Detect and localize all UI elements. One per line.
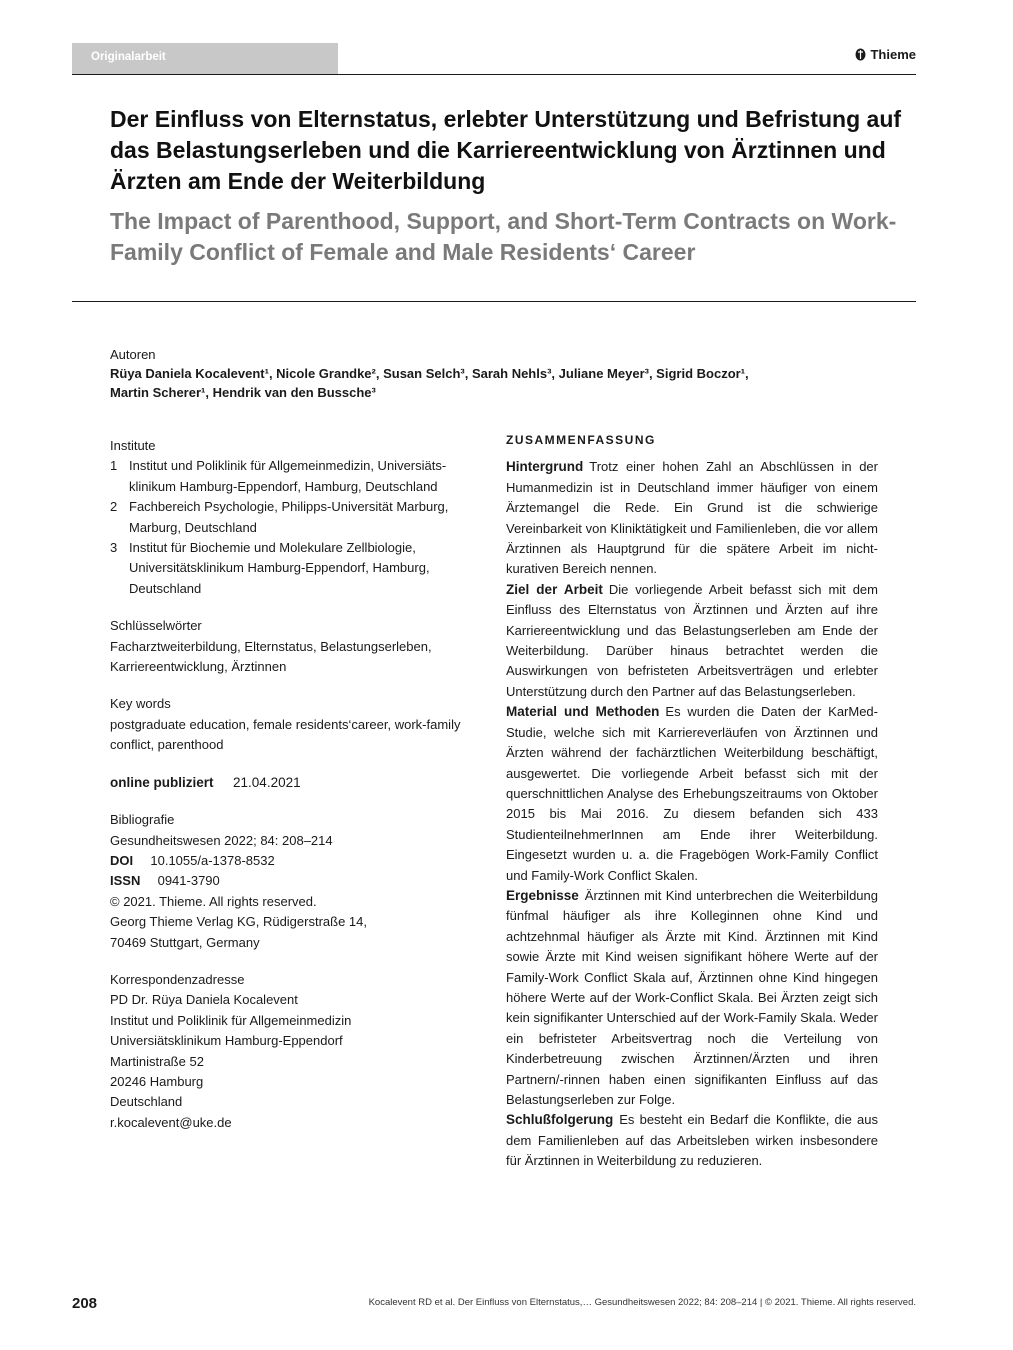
title-german: Der Einfluss von Elternstatus, erlebter Unterstützung und Befristung auf das Belastungserleben und die Karriereentwicklung von Ärztinnen und Ärzten am Ende der Weiterbildung [110, 106, 902, 194]
institutes-list [110, 456, 480, 599]
abstract-text: Es besteht ein Bedarf die Konflikte, die aus dem Familienleben auf das Arbeitsleben wirken insbesondere für Ärztinnen in Weiterbildung zu reduzieren. [506, 1112, 878, 1169]
abstract-heading: ZUSAMMENFASSUNG [506, 433, 656, 447]
abstract-label: Ergebnisse [506, 887, 579, 903]
correspondence-line: Universiätsklinikum Hamburg-Eppendorf [110, 1033, 343, 1049]
publisher-name: Thieme [870, 47, 916, 62]
institute-number: 1 [110, 458, 118, 474]
institute-text: Fachbereich Psychologie, Philipps-Universität Marburg, Marburg, Deutschland [129, 499, 449, 535]
authors-label: Autoren [110, 347, 156, 362]
correspondence-line: Martinistraße 52 [110, 1053, 204, 1069]
bibliography-section [110, 810, 480, 953]
copyright-line: © 2021. Thieme. All rights reserved. [110, 893, 317, 909]
institute-item [110, 456, 480, 497]
authors-block [110, 345, 890, 402]
abstract-text: Die vorliegende Arbeit befasst sich mit dem Einfluss des Elternstatus von Ärztinnen und Ärzten auf ihre Karriereentwicklung und das Belastungserleben am Ende der Weiterbildung. Darüber hinaus betrachtet werden die Auswirkungen von befristeten Arbeitsverträgen und erlebter Unterstützung durch den Partner auf das Belastungserleben. [506, 581, 878, 699]
correspondence-label: Korrespondenzadresse [110, 971, 245, 987]
authors-line-2: Martin Scherer¹, Hendrik van den Bussche³ [110, 385, 376, 400]
publisher-address-2: 70469 Stuttgart, Germany [110, 934, 260, 950]
institute-number: 2 [110, 499, 118, 515]
institutes-label: Institute [110, 438, 156, 453]
left-column [110, 436, 480, 1150]
page-number: 208 [72, 1295, 98, 1312]
doi-value: 10.1055/a-1378-8532 [150, 852, 275, 868]
abstract-paragraph [506, 457, 878, 579]
institute-number: 3 [110, 540, 118, 556]
bibliography-label: Bibliografie [110, 812, 175, 828]
abstract-label: Material und Methoden [506, 704, 660, 720]
correspondence-email[interactable]: r.kocalevent@uke.de [110, 1114, 232, 1130]
online-published [110, 773, 480, 793]
institute-text: Institut und Poliklinik für Allgemeinmedizin, Universiäts-klinikum Hamburg-Eppendorf, Hamburg, Deutschland [129, 458, 447, 494]
thieme-seal-icon [855, 48, 866, 61]
online-date: 21.04.2021 [233, 774, 301, 790]
institutes-section [110, 436, 480, 599]
header-rule [72, 74, 916, 75]
issn-line [110, 871, 480, 891]
keywords-en-section [110, 694, 480, 755]
correspondence-section [110, 970, 480, 1133]
abstract-paragraph [506, 1110, 878, 1171]
keywords-de-label: Schlüsselwörter [110, 618, 202, 634]
keywords-en-text: postgraduate education, female residents‘career, work-family conflict, parenthood [110, 716, 461, 753]
correspondence-line: Deutschland [110, 1094, 183, 1110]
doi-label: DOI [110, 852, 134, 868]
keywords-de-text: Facharztweiterbildung, Elternstatus, Belastungserleben, Karriereentwicklung, Ärztinnen [110, 638, 432, 675]
abstract-column [506, 430, 878, 1172]
title-english: The Impact of Parenthood, Support, and Short-Term Contracts on Work-Family Conflict of Female and Male Residents‘ Career [110, 208, 897, 265]
abstract-paragraph [506, 886, 878, 1110]
institute-item [110, 497, 480, 538]
abstract-label: Schlußfolgerung [506, 1112, 614, 1128]
bibliography-journal: Gesundheitswesen 2022; 84: 208–214 [110, 832, 333, 848]
online-label: online publiziert [110, 774, 214, 790]
abstract-paragraph [506, 580, 878, 702]
correspondence-line: PD Dr. Rüya Daniela Kocalevent [110, 992, 298, 1008]
abstract-text: Ärztinnen mit Kind unterbrechen die Weiterbildung fünfmal häufiger als ihre Kolleginnen ohne Kind und achtzehnmal häufiger als Ärzte mit Kind. Ärztinnen mit Kind sowie Ärzte mit Kind weisen signifikant höhere Werte auf der Family-Work Conflict Skala auf, Ärztinnen ohne Kind hingegen höhere Werte auf der Work-Conflict Skala. Bei Ärzten zeigt sich kein signifikanter Unterschied auf der Work-Family Skala. Weder ein befristeter Arbeitsvertrag noch die Verteilung von Kinderbetreuung zwischen Ärztinnen/Ärzten und ihren Partnern/-rinnen haben einen signifikanten Einfluss auf das Belastungserleben zur Folge. [506, 887, 878, 1107]
publisher-logo [855, 47, 916, 62]
footer-citation: Kocalevent RD et al. Der Einfluss von Elternstatus,… Gesundheitswesen 2022; 84: 208–214 | © 2021. Thieme. All rights reserved. [368, 1297, 916, 1308]
authors-line-1: Rüya Daniela Kocalevent¹, Nicole Grandke², Susan Selch³, Sarah Nehls³, Juliane Meyer³, Sigrid Boczor¹, [110, 366, 749, 381]
publisher-address-1: Georg Thieme Verlag KG, Rüdigerstraße 14, [110, 914, 367, 930]
section-label: Originalarbeit [72, 43, 338, 75]
issn-label: ISSN [110, 873, 141, 889]
issn-value: 0941-3790 [157, 873, 220, 889]
keywords-de-section [110, 616, 480, 677]
abstract-text: Es wurden die Daten der KarMed-Studie, welche sich mit Karriereverläufen von Ärztinnen und Ärzten während der fachärztlichen Weiterbildung beschäftigt, ausgewertet. Die vorliegende Arbeit befasst sich mit der querschnittlichen Analyse des Erhebungszeitraums von Oktober 2015 bis Mai 2016. Zu diesem befanden sich 433 StudienteilnehmerInnen am Ende ihrer Weiterbildung. Eingesetzt wurden u. a. die Fragebögen Work-Family Conflict und Family-Work Conflict Skalen. [506, 704, 878, 883]
doi-line [110, 851, 480, 871]
keywords-en-label: Key words [110, 696, 171, 712]
correspondence-line: 20246 Hamburg [110, 1073, 204, 1089]
abstract-label: Hintergrund [506, 459, 584, 475]
institute-text: Institut für Biochemie und Molekulare Zellbiologie, Universitätsklinikum Hamburg-Eppendorf, Hamburg, Deutschland [129, 540, 430, 596]
correspondence-line: Institut und Poliklinik für Allgemeinmedizin [110, 1012, 352, 1028]
title-rule [72, 301, 916, 302]
institute-item [110, 538, 480, 599]
abstract-label: Ziel der Arbeit [506, 581, 603, 597]
abstract-text: Trotz einer hohen Zahl an Abschlüssen in der Humanmedizin ist in Deutschland immer häufiger von einem Ärztemangel die Rede. Ein Grund ist die schwierige Vereinbarkeit von Kliniktätigkeit und Familienleben, die vor allem Ärztinnen als Hauptgrund für die spätere Arbeit im nicht-kurativen Bereich nennen. [506, 459, 878, 577]
abstract-paragraph [506, 702, 878, 886]
